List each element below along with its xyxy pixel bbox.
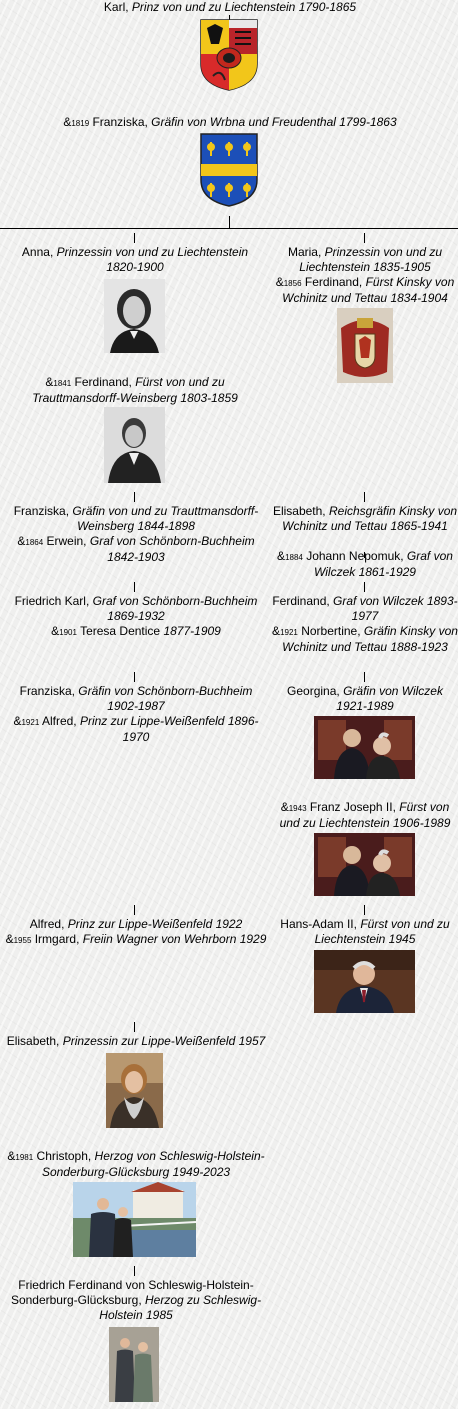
photo-christoph-and-elisabeth[interactable] bbox=[73, 1182, 196, 1257]
person-franziska-schoenborn[interactable] bbox=[5, 684, 267, 714]
photo-georgina-and-franz-joseph[interactable] bbox=[314, 716, 415, 779]
person-name: Christoph, bbox=[33, 1149, 95, 1163]
person-name: Elisabeth, bbox=[6, 1034, 63, 1048]
person-franz-joseph-ii[interactable] bbox=[272, 800, 458, 831]
person-name: Franz Joseph II, bbox=[306, 800, 400, 814]
marriage-year: 1981 bbox=[15, 1153, 34, 1162]
connector-line bbox=[364, 492, 365, 502]
person-franziska-trauttmansdorff[interactable] bbox=[5, 504, 267, 534]
person-name: Franziska, bbox=[13, 504, 73, 518]
person-title: Reichsgräfin Kinsky von Wchinitz und Tettau 1865-1941 bbox=[282, 504, 458, 533]
photo-franz-joseph-and-georgina[interactable] bbox=[314, 833, 415, 896]
person-name: Erwein, bbox=[43, 534, 90, 548]
person-title: Freiin Wagner von Wehrborn 1929 bbox=[82, 932, 267, 946]
person-name: Friedrich Ferdinand von Schleswig-Holstein-Sonderburg-Glücksburg, bbox=[10, 1278, 254, 1307]
person-friedrich-ferdinand[interactable] bbox=[0, 1278, 272, 1323]
person-name: Alfred, bbox=[39, 714, 80, 728]
person-name: Franziska, bbox=[89, 115, 152, 129]
marriage-symbol: & bbox=[17, 534, 26, 548]
connector-line bbox=[364, 233, 365, 243]
person-title: Fürst von und zu Liechtenstein 1945 bbox=[314, 917, 450, 946]
marriage-symbol: & bbox=[7, 1149, 16, 1163]
portrait-elisabeth-lippe[interactable] bbox=[106, 1053, 163, 1128]
marriage-symbol: & bbox=[63, 115, 72, 129]
person-name: Elisabeth, bbox=[272, 504, 329, 518]
marriage-symbol: & bbox=[13, 714, 22, 728]
person-name: Karl, bbox=[103, 0, 132, 14]
person-title: Gräfin von Wrbna und Freudenthal 1799-1863 bbox=[151, 115, 397, 129]
person-alfred-lippe[interactable] bbox=[5, 714, 267, 745]
person-erwein[interactable] bbox=[5, 534, 267, 565]
person-name: Ferdinand, bbox=[71, 375, 136, 389]
connector-line bbox=[134, 233, 135, 243]
person-ferdinand-wilczek[interactable] bbox=[272, 594, 458, 624]
marriage-symbol: & bbox=[45, 375, 54, 389]
person-title: Gräfin von Wilczek 1921-1989 bbox=[336, 684, 443, 713]
person-friedrich-karl[interactable] bbox=[5, 594, 267, 624]
marriage-year: 1884 bbox=[285, 553, 303, 562]
person-ferdinand-trauttmansdorff[interactable] bbox=[10, 375, 260, 406]
person-name: Teresa Dentice bbox=[76, 624, 164, 638]
marriage-year: 1901 bbox=[59, 628, 77, 637]
person-title: Graf von Wilczek 1861-1929 bbox=[314, 549, 453, 579]
person-title: Fürst von und zu Trauttmansdorff-Weinsberg 1803-1859 bbox=[32, 375, 238, 405]
person-christoph[interactable] bbox=[0, 1149, 272, 1180]
person-alfred-lippe-1922[interactable] bbox=[0, 917, 272, 932]
person-ferdinand-kinsky[interactable] bbox=[272, 275, 458, 306]
person-elisabeth-lippe[interactable] bbox=[0, 1034, 272, 1049]
person-title: Graf von Schönborn-Buchheim 1869-1932 bbox=[92, 594, 258, 623]
connector-line bbox=[134, 905, 135, 915]
person-title: Prinzessin von und zu Liechtenstein 1835-1905 bbox=[299, 245, 443, 274]
person-name: Franziska, bbox=[19, 684, 79, 698]
person-title: Prinz zur Lippe-Weißenfeld 1922 bbox=[67, 917, 243, 931]
connector-line bbox=[364, 905, 365, 915]
person-name: Ferdinand, bbox=[272, 594, 334, 608]
person-johann-nepomuk[interactable] bbox=[272, 549, 458, 580]
liechtenstein-coat-of-arms-image[interactable] bbox=[199, 18, 259, 92]
person-title: Gräfin Kinsky von Wchinitz und Tettau 1888-1923 bbox=[282, 624, 458, 654]
marriage-year: 1955 bbox=[13, 936, 32, 945]
person-franziska-wrbna[interactable] bbox=[30, 115, 430, 131]
person-name: Johann Nepomuk, bbox=[302, 549, 407, 563]
person-title: Prinz zur Lippe-Weißenfeld 1896-1970 bbox=[79, 714, 259, 744]
connector-line bbox=[364, 672, 365, 682]
generation-divider bbox=[0, 228, 458, 229]
person-title: Herzog von Schleswig-Holstein-Sonderburg-Glücksburg 1949-2023 bbox=[41, 1149, 265, 1179]
person-name: Georgina, bbox=[287, 684, 344, 698]
connector-line bbox=[134, 492, 135, 502]
person-name: Hans-Adam II, bbox=[280, 917, 361, 931]
person-title: Prinzessin zur Lippe-Weißenfeld 1957 bbox=[62, 1034, 266, 1048]
person-title: Graf von Wilczek 1893-1977 bbox=[333, 594, 458, 623]
person-name: Norbertine, bbox=[297, 624, 364, 638]
marriage-symbol: & bbox=[272, 624, 281, 638]
marriage-year: 1943 bbox=[288, 804, 307, 813]
marriage-symbol: & bbox=[277, 549, 286, 563]
portrait-ferdinand-trauttmansdorff[interactable] bbox=[104, 407, 165, 483]
marriage-symbol: & bbox=[51, 624, 60, 638]
person-hans-adam-ii[interactable] bbox=[272, 917, 458, 947]
person-name: Alfred, bbox=[29, 917, 68, 931]
person-name: Ferdinand, bbox=[301, 275, 366, 289]
connector-line bbox=[229, 216, 230, 228]
person-teresa-dentice[interactable] bbox=[5, 624, 267, 640]
person-title: Gräfin von und zu Trauttmansdorff-Weinsberg 1844-1898 bbox=[72, 504, 259, 533]
photo-friedrich-ferdinand[interactable] bbox=[109, 1327, 159, 1402]
person-name: Maria, bbox=[287, 245, 325, 259]
person-norbertine[interactable] bbox=[272, 624, 458, 655]
person-georgina[interactable] bbox=[272, 684, 458, 714]
portrait-anna[interactable] bbox=[104, 279, 165, 353]
marriage-symbol: & bbox=[275, 275, 284, 289]
marriage-symbol: & bbox=[5, 932, 14, 946]
person-anna[interactable] bbox=[10, 245, 260, 275]
marriage-year: 1921 bbox=[21, 718, 40, 727]
connector-line bbox=[134, 1266, 135, 1276]
wrbna-coat-of-arms-image[interactable] bbox=[199, 132, 259, 208]
person-title: Prinzessin von und zu Liechtenstein 1820-1900 bbox=[56, 245, 249, 274]
marriage-year: 1921 bbox=[280, 628, 298, 637]
person-title: Fürst von und zu Liechtenstein 1906-1989 bbox=[279, 800, 451, 830]
person-title: Gräfin von Schönborn-Buchheim 1902-1987 bbox=[78, 684, 253, 713]
connector-line bbox=[364, 582, 365, 592]
connector-line bbox=[134, 1022, 135, 1032]
kinsky-coat-of-arms-image[interactable] bbox=[337, 308, 393, 383]
person-name: Friedrich Karl, bbox=[14, 594, 93, 608]
marriage-year: 1856 bbox=[283, 279, 302, 288]
person-title: Herzog zu Schleswig-Holstein 1985 bbox=[99, 1293, 262, 1322]
marriage-year: 1841 bbox=[53, 379, 72, 388]
marriage-symbol: & bbox=[280, 800, 289, 814]
person-title: Fürst Kinsky von Wchinitz und Tettau 1834-1904 bbox=[282, 275, 455, 305]
person-irmgard[interactable] bbox=[0, 932, 272, 948]
person-name: Anna, bbox=[21, 245, 57, 259]
person-karl[interactable] bbox=[60, 0, 400, 15]
person-maria[interactable] bbox=[272, 245, 458, 275]
connector-line bbox=[134, 582, 135, 592]
person-elisabeth-kinsky[interactable] bbox=[272, 504, 458, 534]
person-title: Graf von Schönborn-Buchheim 1842-1903 bbox=[89, 534, 255, 564]
portrait-hans-adam-ii[interactable] bbox=[314, 950, 415, 1013]
person-title: Prinz von und zu Liechtenstein 1790-1865 bbox=[131, 0, 357, 14]
connector-line bbox=[134, 672, 135, 682]
person-title: 1877-1909 bbox=[163, 624, 221, 638]
person-name: Irmgard, bbox=[31, 932, 83, 946]
marriage-year: 1819 bbox=[71, 119, 90, 128]
marriage-year: 1864 bbox=[25, 538, 44, 547]
